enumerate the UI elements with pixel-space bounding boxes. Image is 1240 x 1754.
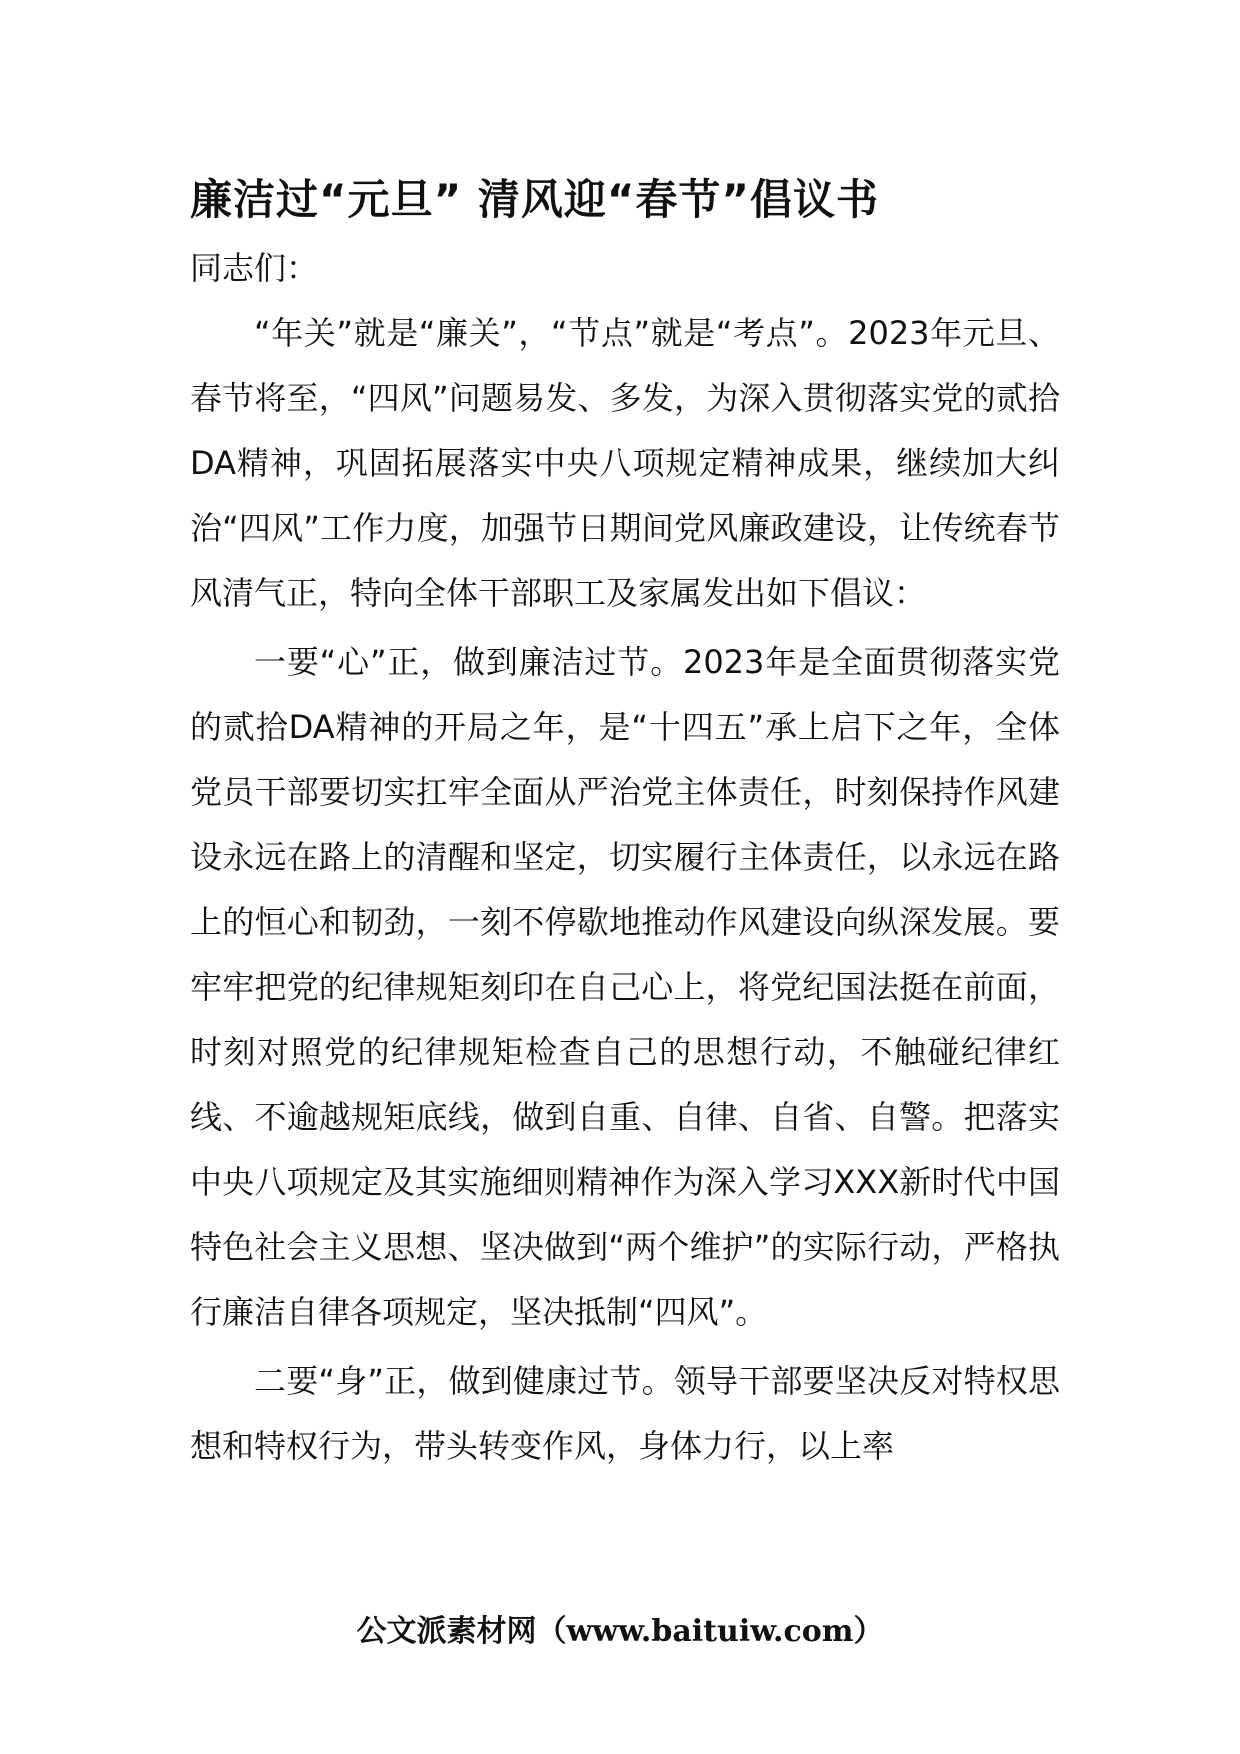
paragraph-intro: “年关”就是“廉关”，“节点”就是“考点”。2023年元旦、春节将至，“四风”问题易发、多发，为深入贯彻落实党的贰拾DA精神，巩固拓展落实中央八项规定精神成果，继续加大纠治“四风”工作力度，加强节日期间党风廉政建设，让传统春节风清气正，特向全体干部职工及家属发出如下倡议：: [190, 314, 1060, 612]
footer-watermark: 公文派素材网（www.baituiw.com）: [356, 1614, 884, 1649]
paragraph-point-one: 一要“心”正，做到廉洁过节。2023年是全面贯彻落实党的贰拾DA精神的开局之年，是“十四五”承上启下之年，全体党员干部要切实扛牢全面从严治党主体责任，时刻保持作风建设永远在路上的清醒和坚定，切实履行主体责任，以永远在路上的恒心和韧劲，一刻不停歇地推动作风建设向纵深发展。要牢牢把党的纪律规矩刻印在自己心上，将党纪国法挺在前面，时刻对照党的纪律规矩检查自己的思想行动，不触碰纪律红线、不逾越规矩底线，做到自重、自律、自省、自警。把落实中央八项规定及其实施细则精神作为深入学习XXX新时代中国特色社会主义思想、坚决做到“两个维护”的实际行动，严格执行廉洁自律各项规定，坚决抵制“四风”。: [190, 643, 1060, 1331]
document-title: 廉洁过“元旦” 清风迎“春节”倡议书: [190, 175, 880, 224]
document-body: [190, 165, 1060, 1483]
greeting: 同志们：: [190, 249, 319, 287]
paragraph-point-two: 二要“身”正，做到健康过节。领导干部要坚决反对特权思想和特权行为，带头转变作风，身体力行，以上率: [190, 1362, 1060, 1465]
